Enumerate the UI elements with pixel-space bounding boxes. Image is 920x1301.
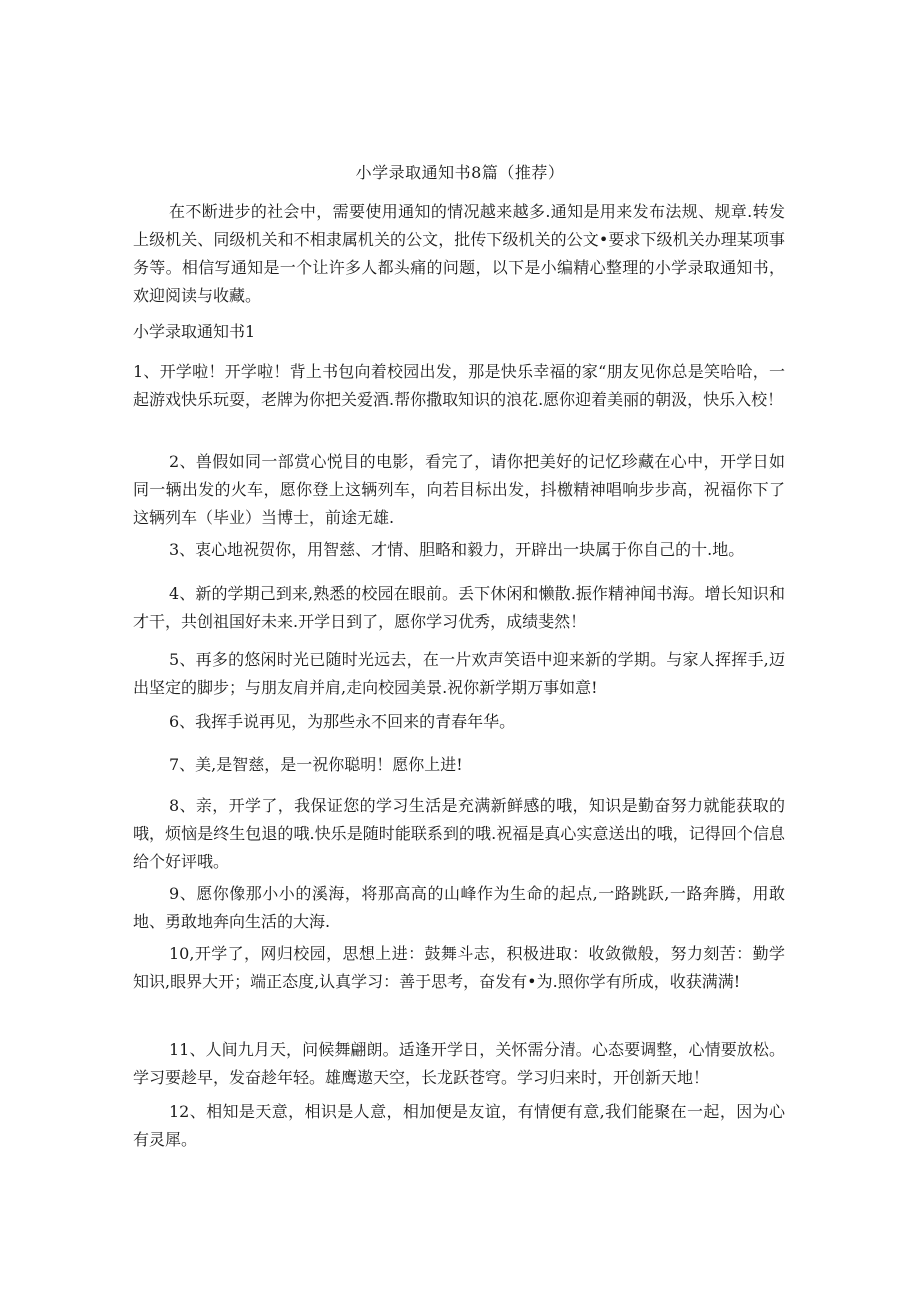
wish-item-1: 1、开学啦！开学啦！背上书包向着校园出发，那是快乐幸福的家“朋友见你总是笑哈哈，一起游戏快乐玩耍，老牌为你把关爱酒.帮你撒取知识的浪花.愿你迎着美丽的朝汲，快乐入校！ bbox=[133, 362, 785, 409]
wish-item-10: 10,开学了，网归校园，思想上进：鼓舞斗志，积极进取：收敛微般，努力刻苦：勤学知识,眼界大开；端正态度,认真学习：善于思考，奋发有•为.照你学有所成，收获满满! bbox=[133, 944, 785, 991]
wish-item-5: 5、再多的悠闲时光已随时光远去，在一片欢声笑语中迎来新的学期。与家人挥挥手,迈出坚定的脚步；与朋友肩并肩,走向校园美景.祝你新学期万事如意! bbox=[133, 650, 785, 697]
wish-item-6: 6、我挥手说再见，为那些永不回来的青春年华。 bbox=[169, 712, 516, 731]
intro-paragraph: 在不断进步的社会中，需要使用通知的情况越来越多.通知是用来发布法规、规章.转发上级机关、同级机关和不相隶属机关的公文，批传下级机关的公文•要求下级机关办理某项事务等。相信写通知是一个让许多人都头痛的问题，以下是小编精心整理的小学录取通知书，欢迎阅读与收藏。 bbox=[133, 202, 785, 305]
wish-item-12: 12、相知是天意，相识是人意，相加便是友谊，有情便有意,我们能聚在一起，因为心有灵犀。 bbox=[133, 1102, 785, 1149]
wish-item-8: 8、亲，开学了，我保证您的学习生活是充满新鲜感的哦，知识是勤奋努力就能获取的哦，烦恼是终生包退的哦.快乐是随时能联系到的哦.祝福是真心实意送出的哦，记得回个信息给个好评哦。 bbox=[133, 796, 785, 871]
wish-item-4: 4、新的学期己到来,熟悉的校园在眼前。丢下休闲和懒散.振作精神闻书海。增长知识和才干，共创祖国好未来.开学日到了，愿你学习优秀，成绩斐然！ bbox=[133, 584, 785, 631]
wish-item-11: 11、人间九月天，问候舞翩朗。适逢开学日，关怀需分清。心态要调整，心情要放松。学习要趁早，发奋趁年轻。雄鹰遨天空，长龙跃苍穹。学习归来时，开创新天地！ bbox=[133, 1040, 785, 1087]
wish-item-2: 2、兽假如同一部赏心悦目的电影，看完了，请你把美好的记忆珍藏在心中，开学日如同一辆出发的火车，愿你登上这辆列车，向若目标出发，抖檄精神唱响步步高，祝福你下了这辆列车（毕业）当博士，前途无雄. bbox=[133, 452, 785, 527]
wish-item-7: 7、美,是智慈，是一祝你聪明！愿你上进! bbox=[169, 755, 463, 774]
document-title: 小学录取通知书8篇（推荐） bbox=[355, 163, 565, 182]
section-heading: 小学录取通知书1 bbox=[133, 322, 256, 341]
wish-item-3: 3、衷心地祝贺你，用智慈、才情、胆略和毅力，开辟出一块属于你自己的十.地。 bbox=[169, 540, 745, 559]
wish-item-9: 9、愿你像那小小的溪海，将那高高的山峰作为生命的起点,一路跳跃,一路奔腾，用敢地、勇敢地奔向生活的大海. bbox=[133, 884, 785, 931]
